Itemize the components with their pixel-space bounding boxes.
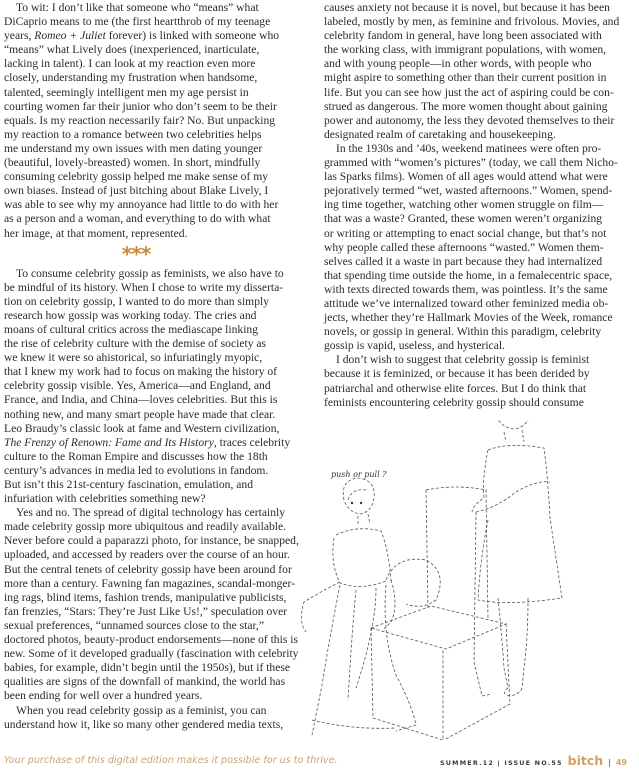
text-line: feminists encountering celebrity gossip should consume bbox=[324, 395, 584, 409]
text-line: that spending time outside the home, in a femalecentric space, bbox=[324, 268, 613, 282]
text-line: be mindful of its history. When I chose to write my disserta- bbox=[4, 280, 284, 294]
text-line: las Sparks films). Women of all ages would attend what were bbox=[324, 170, 608, 184]
text-line: understand how it, like so many other gendered media texts, bbox=[4, 717, 284, 731]
text-line: In the 1930s and ’40s, weekend matinees were often pro- bbox=[336, 141, 602, 155]
text-line: To consume celebrity gossip as feminists, we also have to bbox=[16, 266, 284, 280]
text-line: babies, for example, didn’t begin until the 1950s), but if these bbox=[4, 661, 291, 675]
paragraph-3 bbox=[4, 506, 299, 703]
text-line: patriarchal and otherwise elite forces. But I do think that bbox=[324, 381, 587, 395]
text-line: To wit: I don’t like that someone who “means” what bbox=[16, 1, 259, 14]
text-line: designated realm of caretaking and housekeeping. bbox=[324, 127, 556, 141]
text-line: or writing or attempting to enact social change, but that’s not bbox=[324, 226, 607, 240]
text-line: tion on celebrity gossip, I wanted to do more than simply bbox=[4, 294, 270, 308]
text-line: that was a waste? Granted, these women weren’t organizing bbox=[324, 212, 603, 226]
text-line: jects, whether they’re Hallmark Movies of the Week, romance bbox=[324, 311, 613, 325]
paragraph-4 bbox=[4, 703, 284, 732]
paragraph-7 bbox=[324, 353, 604, 409]
text-line: doctored photos, beauty-product endorsements—none of this is bbox=[4, 633, 298, 647]
text-line: Yes and no. The spread of digital technology has certainly bbox=[16, 506, 286, 520]
text-line: “means” what Lively does (inexperienced, inarticulate, bbox=[4, 43, 260, 57]
text-line: me understand my own issues with men dating younger bbox=[4, 141, 263, 155]
seated-woman-figure bbox=[301, 478, 440, 735]
text-line: the rise of celebrity culture with the demise of society as bbox=[4, 337, 267, 351]
text-line: But the central tenets of celebrity gossip have been around for bbox=[4, 562, 292, 576]
page-footer bbox=[440, 753, 627, 768]
text-line: and with young people—in other words, with people who bbox=[324, 57, 592, 71]
text-line: that I knew my work had to focus on making the history of bbox=[4, 365, 278, 379]
section-break-asterisks: *** bbox=[121, 241, 151, 266]
paragraph-6 bbox=[324, 141, 618, 353]
text-line: closely, understanding my frustration when handsome, bbox=[4, 71, 258, 85]
paragraph-1 bbox=[4, 1, 280, 241]
text-line: DiCaprio means to me (the first heartthrob of my teenage bbox=[4, 15, 271, 29]
box-drawing bbox=[371, 487, 510, 740]
text-line: Never before could a paparazzi photo, for instance, be snapped, bbox=[4, 534, 299, 548]
text-line: her image, at that moment, represented. bbox=[4, 226, 188, 240]
text-line: ing rags, blind items, fashion trends, manipulative publicists, bbox=[4, 590, 287, 604]
text-line: why people called these afternoons “wasted.” Women them- bbox=[324, 240, 604, 254]
text-line: I don’t wish to suggest that celebrity gossip is feminist bbox=[336, 353, 590, 367]
text-line: might aspire to something other than their current position in bbox=[324, 71, 607, 85]
text-line: When you read celebrity gossip as a feminist, you can bbox=[16, 703, 267, 717]
text-line: France, and India, and China—loves celebrities. But this is bbox=[4, 393, 278, 407]
text-line bbox=[4, 435, 291, 450]
text-line: (beautiful, lovely-breasted) women. In short, mindfully bbox=[4, 156, 261, 170]
text-line: causes anxiety not because it is novel, but because it has been bbox=[324, 1, 610, 14]
text-line: culture to the Roman Empire and discusses how the 18th bbox=[4, 449, 268, 463]
footer-separator: | bbox=[608, 758, 611, 767]
text-line: more than a century. Fawning fan magazines, scandal-monger- bbox=[4, 576, 296, 590]
text-line: uploaded, and accessed by readers over the course of an hour. bbox=[4, 548, 290, 562]
text-line: the working class, with immigrant populations, with women, bbox=[324, 43, 607, 57]
text-line: novels, or gossip in general. Within this paradigm, celebrity bbox=[324, 325, 602, 339]
text-line: lacking in talent). I can look at my reaction even more bbox=[4, 57, 256, 71]
book-title: The Frenzy of Renown: Fame and Its History bbox=[4, 435, 214, 449]
text-line: Leo Braudy’s classic look at fame and Western civilization, bbox=[4, 421, 280, 435]
text-line: with texts directed towards them, was pointless. It’s the same bbox=[324, 282, 608, 296]
text-line: qualities are signs of the downfall of mankind, the world has bbox=[4, 675, 286, 689]
text-fragment: , traces celebrity bbox=[213, 435, 291, 449]
text-line: we knew it were so ahistorical, so infuriatingly myopic, bbox=[4, 351, 263, 365]
text-line: life. But you can see how just the act of aspiring could be con- bbox=[324, 85, 614, 99]
text-fragment: forever) is linked with someone who bbox=[105, 29, 280, 43]
text-line: selves called it a waste in part because they had internalized bbox=[324, 254, 603, 268]
issue-label: SUMMER.12 | ISSUE NO.55 bbox=[439, 759, 563, 767]
text-line: gossip is vapid, useless, and hysterical. bbox=[324, 339, 505, 353]
text-line bbox=[4, 29, 280, 43]
text-line: made celebrity gossip more ubiquitous and readily available. bbox=[4, 520, 287, 534]
text-line: power and autonomy, the less they devoted themselves to their bbox=[324, 113, 615, 127]
text-line: attitude we’ve internalized toward other feminized media ob- bbox=[324, 296, 609, 310]
text-line: as a person and a woman, and everything to do with what bbox=[4, 212, 271, 226]
text-line: nothing new, and many smart people have made that clear. bbox=[4, 407, 276, 421]
brand-logo: bitch bbox=[567, 753, 604, 768]
text-line: sexual preferences, “unnamed sources close to the star,” bbox=[4, 618, 264, 632]
footer-tagline: Your purchase of this digital edition makes it possible for us to thrive. bbox=[4, 755, 338, 766]
text-line: new. Some of it developed gradually (fascination with celebrity bbox=[4, 647, 299, 661]
text-line: labeled, mostly by men, as feminine and frivolous. Movies, and bbox=[324, 15, 620, 29]
text-line: infuriation with celebrities something new? bbox=[4, 492, 206, 506]
standing-woman-figure bbox=[472, 420, 562, 696]
text-line: consuming celebrity gossip helped me make sense of my bbox=[4, 170, 269, 184]
text-line: own biases. Instead of just bitching about Blake Lively, I bbox=[4, 184, 269, 198]
text-fragment: years, bbox=[4, 29, 35, 43]
text-line: my reaction to a romance between two celebrities helps bbox=[4, 127, 262, 141]
text-line: pejoratively termed “wet, wasted afternoons.” Women, spend- bbox=[324, 184, 613, 198]
paragraph-2 bbox=[4, 266, 291, 507]
handwritten-caption: push or pull ? bbox=[331, 470, 387, 479]
text-line: But isn’t this 21st-century fascination, emulation, and bbox=[4, 478, 254, 491]
text-line: celebrity fandom in general, have long been associated with bbox=[324, 29, 602, 43]
text-line: research how gossip was working today. The cries and bbox=[4, 308, 257, 322]
text-line: fan frenzies, “Stars: They’re Just Like Us!,” speculation over bbox=[4, 604, 288, 618]
text-line: courting women far their junior who don’t seem to be their bbox=[4, 99, 277, 113]
text-line: ing time together, watching other women struggle on film— bbox=[324, 198, 604, 212]
text-line: been ending for well over a hundred years. bbox=[4, 689, 203, 703]
paragraph-5 bbox=[324, 1, 620, 142]
left-column bbox=[4, 1, 299, 732]
illustration-two-women-and-box bbox=[266, 420, 566, 740]
text-line: equals. Is my reaction necessarily fair? No. But unpacking bbox=[4, 113, 276, 127]
text-line: grammed with “women’s pictures” (today, we call them Nicho- bbox=[324, 156, 618, 170]
text-line: strued as dangerous. The more women thought about gaining bbox=[324, 99, 608, 113]
page-number: 49 bbox=[615, 758, 627, 767]
text-line: moans of cultural critics across the mediascape linking bbox=[4, 322, 259, 336]
text-line: talented, seemingly intelligent men my age persist in bbox=[4, 85, 249, 99]
text-line: century’s advances in media led to evolutions in fandom. bbox=[4, 463, 269, 477]
text-line: celebrity gossip visible. Yes, America—and England, and bbox=[4, 379, 271, 393]
text-line: because it is feminized, or because it has been derided by bbox=[324, 367, 590, 381]
right-column bbox=[324, 1, 620, 410]
film-title: Romeo + Juliet bbox=[34, 29, 106, 43]
text-line: was able to see why my annoyance had little to do with her bbox=[4, 198, 279, 212]
